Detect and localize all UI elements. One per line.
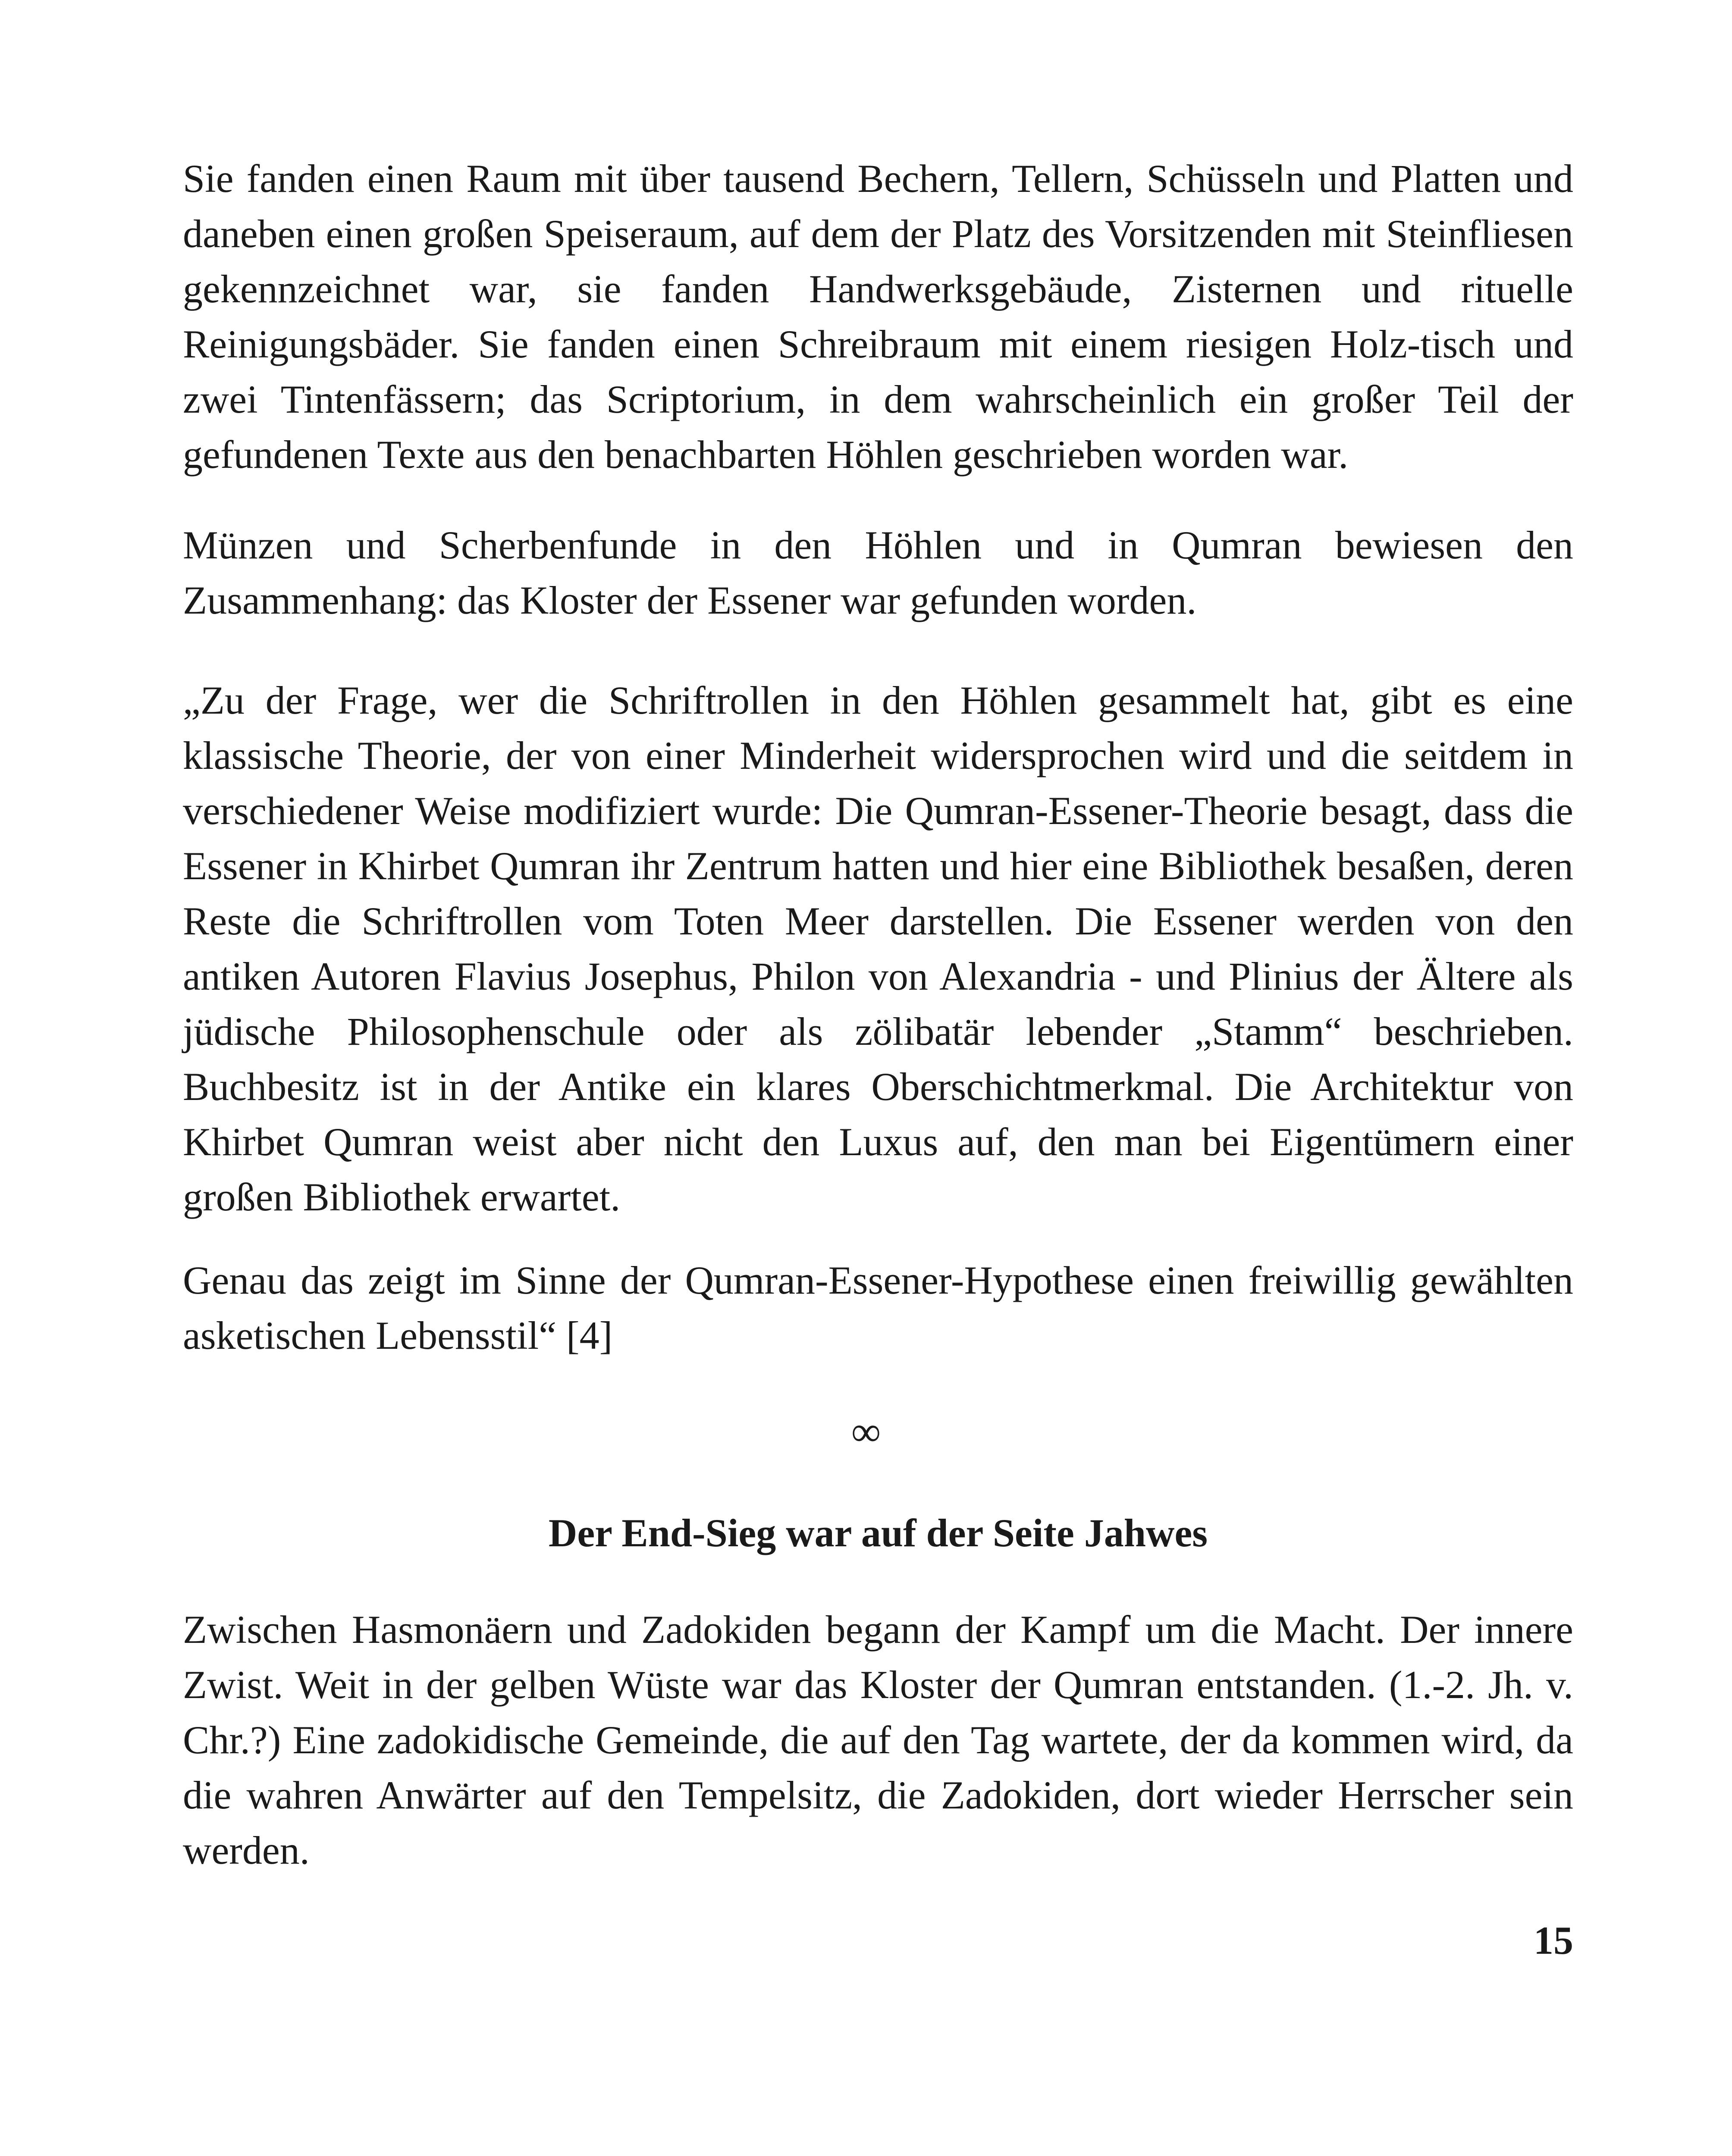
paragraph-hasmoneans-zadokites: Zwischen Hasmonäern und Zadokiden begann der Kampf um die Macht. Der innere Zwist. Weit in der gelben Wüste war das Kloster der Qumran entstanden. (1.-2. Jh. v. Chr.?) Eine zadokidische Gemeinde, die auf den Tag wartete, der da kommen wird, da die wahren Anwärter auf den Tempelsitz, die Zadokiden, dort wieder Herrscher sein werden.	[183, 1608, 1573, 1872]
paragraph-coins-and-shards: Münzen und Scherbenfunde in den Höhlen und in Qumran bewiesen den Zusammenhang: das Kloster der Essener war gefunden worden.	[183, 523, 1573, 622]
paragraph-quote-essene-theory: „Zu der Frage, wer die Schriftrollen in den Höhlen gesammelt hat, gibt es eine klassische Theorie, der von einer Minderheit widersprochen wird und die seitdem in verschiedener Weise modifiziert wurde: Die Qumran-Essener-Theorie besagt, dass die Essener in Khirbet Qumran ihr Zentrum hatten und hier eine Bibliothek besaßen, deren Reste die Schriftrollen vom Toten Meer darstellen. Die Essener werden von den antiken Autoren Flavius Josephus, Philon von Alexandria - und Plinius der Ältere als jüdische Philosophenschule oder als zölibatär lebender „Stamm“ beschrieben. Buchbesitz ist in der Antike ein klares Oberschichtmerkmal. Die Architektur von Khirbet Qumran weist aber nicht den Luxus auf, den man bei Eigentümern einer großen Bibliothek erwartet.	[183, 678, 1573, 1219]
paragraph-quote-ascetic-lifestyle: Genau das zeigt im Sinne der Qumran-Essener-Hypothese einen freiwillig gewählten asketischen Lebensstil“ [4]	[183, 1258, 1573, 1357]
paragraph-excavation-findings: Sie fanden einen Raum mit über tausend Bechern, Tellern, Schüsseln und Platten und daneben einen großen Speiseraum, auf dem der Platz des Vorsitzenden mit Steinfliesen gekennzeichnet war, sie fanden Handwerksgebäude, Zisternen und rituelle Reinigungsbäder. Sie fanden einen Schreibraum mit einem riesigen Holz-tisch und zwei Tintenfässern; das Scriptorium, in dem wahrscheinlich ein großer Teil der gefundenen Texte aus den benachbarten Höhlen geschrieben worden war.	[183, 157, 1573, 476]
section-heading: Der End-Sieg war auf der Seite Jahwes	[548, 1511, 1208, 1555]
infinity-divider-icon: ∞	[851, 1408, 881, 1454]
page-number: 15	[1534, 1918, 1573, 1962]
